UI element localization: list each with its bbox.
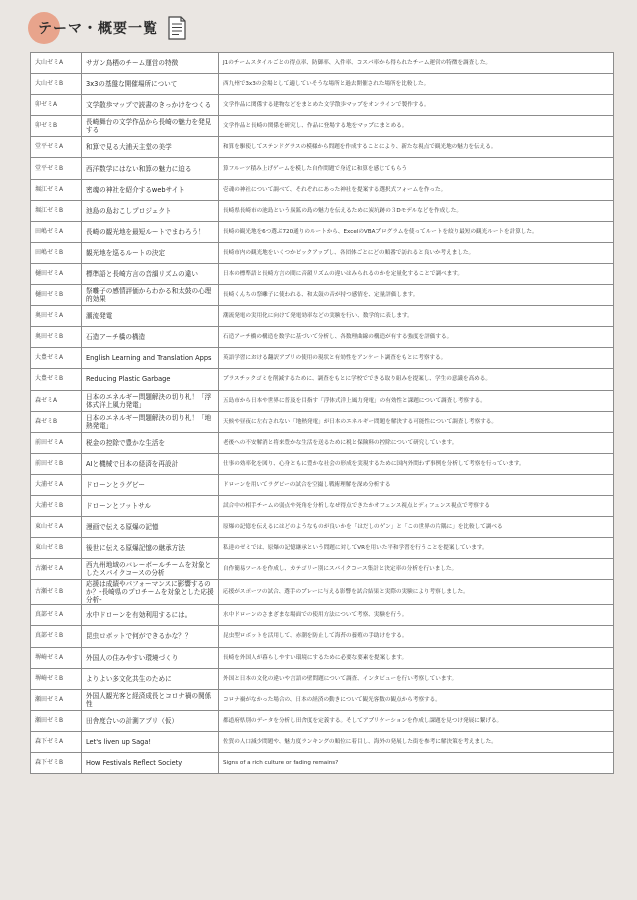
table-row [31,432,614,453]
table-row [31,559,614,580]
theme-cell: 応援は成績やパフォーマンスに影響するのか？-長崎県のプロチームを対象とした応援分析- [82,580,219,605]
seminar-cell: 東山ゼミA [31,517,82,538]
summary-cell: コロナ禍がなかった場合の、日本の経済の動きについて観光客数の観点から考察する。 [219,689,614,710]
summary-cell: 自作簡易ツールを作成し、カテゴリー別にスパイクコース集計と決定率の分析を行いました。 [219,559,614,580]
theme-cell: 後世に伝える原爆記憶の継承方法 [82,538,219,559]
seminar-cell: 奥田ゼミA [31,306,82,327]
summary-cell: 英語学習における翻訳アプリの使用の現状と有効性をアンケート調査をもとに考察する。 [219,348,614,369]
theme-cell: 3x3の基盤な開催場所について [82,74,219,95]
summary-cell: Signs of a rich culture or fading remains? [219,753,614,774]
table-row [31,116,614,137]
summary-cell: 和算を駆使してステンドグラスの模様から問題を作成することにより、新たな視点で観光地の魅力を伝える。 [219,137,614,158]
theme-cell: 池島の島おこしプロジェクト [82,200,219,221]
seminar-cell: 田嶋ゼミA [31,221,82,242]
summary-cell: 都道府県別のデータを分析し田舎度を定義する。そしてアプリケーションを作成し課題を見つけ発展に繋げる。 [219,710,614,731]
seminar-cell: 東山ゼミB [31,538,82,559]
theme-cell: 標準語と長崎方言の音韻リズムの違い [82,263,219,284]
seminar-cell: 堺崎ゼミA [31,647,82,668]
theme-cell: 日本のエネルギー問題解決の切り札！「地熱発電」 [82,411,219,432]
summary-cell: 壱魂の神社について調べて、それぞれにあった神社を提案する選択式フォームを作った。 [219,179,614,200]
table-row [31,647,614,668]
seminar-cell: 堀江ゼミA [31,179,82,200]
theme-cell: 潮流発電 [82,306,219,327]
seminar-cell: 大浦ゼミA [31,474,82,495]
theme-cell: 日本のエネルギー問題解決の切り札！「浮体式洋上風力発電」 [82,390,219,411]
table-row [31,517,614,538]
table-row [31,137,614,158]
theme-cell: 長崎の観光地を最短ルートでまわろう！ [82,221,219,242]
theme-cell: 西洋数学にはない和算の魅力に迫る [82,158,219,179]
theme-cell: 石造アーチ橋の構造 [82,327,219,348]
theme-cell: よりよい多文化共生のために [82,668,219,689]
table-row [31,327,614,348]
seminar-cell: 大豊ゼミB [31,369,82,390]
document-icon [166,15,188,41]
seminar-cell: 田嶋ゼミB [31,242,82,263]
theme-cell: 密魂の神社を紹介するwebサイト [82,179,219,200]
seminar-cell: 瀬田ゼミB [31,710,82,731]
seminar-cell: 堂平ゼミA [31,137,82,158]
theme-summary-table [30,52,614,774]
table-row [31,390,614,411]
table-row [31,285,614,306]
summary-cell: 天候や昼夜に左右されない「地熱発電」が日本のエネルギー問題を解決する可能性について調査し考察する。 [219,411,614,432]
table-row [31,242,614,263]
theme-cell: サガン鳥栖のチーム運営の特徴 [82,53,219,74]
table-row [31,158,614,179]
seminar-cell: 堂平ゼミB [31,158,82,179]
summary-cell: 水中ドローンのさまざまな場面での使用方法について考察、実験を行う。 [219,605,614,626]
summary-cell: J1のチームスタイルごとの得点率、防御率、入件率、コスパ率から得られたチーム運営の特徴を調査した。 [219,53,614,74]
summary-cell: 佐賀の人口減少問題や、魅力度ランキングの順位に着目し、海外の発展した街を参考に解決策を考えました。 [219,731,614,752]
page-title: テーマ・概要一覧 [38,21,158,37]
table-row [31,263,614,284]
theme-cell: 外国人観光客と経済成長とコロナ禍の関係性 [82,689,219,710]
table-row [31,200,614,221]
table-row [31,626,614,647]
table-row [31,689,614,710]
seminar-cell: 真部ゼミB [31,626,82,647]
table-row [31,221,614,242]
table-row [31,411,614,432]
table-row [31,179,614,200]
theme-cell: 税金の控除で豊かな生活を [82,432,219,453]
summary-cell: 応援がスポーツの試合、選手のプレーに与える影響を試合結果と実際の実験により考察しました。 [219,580,614,605]
seminar-cell: 大山ゼミB [31,74,82,95]
summary-cell: 石造アーチ橋の構造を数学に基づいて分析し、各数理曲線の構造が有する強度を評価する。 [219,327,614,348]
seminar-cell: 堺崎ゼミB [31,668,82,689]
table-row [31,348,614,369]
seminar-cell: 森下ゼミA [31,731,82,752]
seminar-cell: 森ゼミB [31,411,82,432]
table-row [31,474,614,495]
theme-cell: 外国人の住みやすい環境づくり [82,647,219,668]
seminar-cell: 古瀬ゼミB [31,580,82,605]
theme-cell: ドローンとフットサル [82,495,219,516]
theme-cell: ドローンとラグビー [82,474,219,495]
seminar-cell: 瀬田ゼミA [31,689,82,710]
theme-cell: How Festivals Reflect Society [82,753,219,774]
table-row [31,605,614,626]
theme-cell: 昆虫ロボットで何ができるかな？？ [82,626,219,647]
table-row [31,668,614,689]
summary-cell: プラスチックゴミを削減するために、調査をもとに学校でできる取り組みを提案し、学生の意識を高める。 [219,369,614,390]
table-row [31,453,614,474]
summary-cell: 昆虫型ロボットを活用して、赤潮を防止して海苔の養殖の手助けをする。 [219,626,614,647]
table-row [31,495,614,516]
summary-cell: 老後への不安解消と将来豊かな生活を送るために税と保険料の控除について研究しています。 [219,432,614,453]
theme-cell: 漫画で伝える原爆の記憶 [82,517,219,538]
summary-cell: 長崎市内の観光地をいくつかピックアップし、各団体ごとにどの順番で訪れると良いか考えました。 [219,242,614,263]
summary-cell: 潮流発電の実用化に向けて発電効率などの実験を行い、数学的に表します。 [219,306,614,327]
theme-cell: Let's liven up Saga! [82,731,219,752]
summary-cell: 長崎を外国人が暮らしやすい環境にするために必要な要素を提案します。 [219,647,614,668]
theme-cell: AIと機械で日本の経済を再設計 [82,453,219,474]
table-row [31,53,614,74]
summary-cell: 文学作品に関係する建物などをまとめた文学散歩マップをオンラインで製作する。 [219,95,614,116]
seminar-cell: 森下ゼミB [31,753,82,774]
seminar-cell: 前田ゼミB [31,453,82,474]
theme-cell: 観光地を巡るルートの決定 [82,242,219,263]
seminar-cell: 堀江ゼミB [31,200,82,221]
seminar-cell: 大浦ゼミB [31,495,82,516]
seminar-cell: 奥田ゼミB [31,327,82,348]
theme-cell: 西九州地域のバレーボールチームを対象としたスパイクコースの分析 [82,559,219,580]
table-row [31,538,614,559]
table-row [31,306,614,327]
seminar-cell: 真部ゼミA [31,605,82,626]
seminar-cell: 卯ゼミB [31,116,82,137]
page-header [28,10,188,46]
seminar-cell: 古瀬ゼミA [31,559,82,580]
summary-cell: 原爆の記憶を伝えるにはどのようなものが良いかを「はだしのゲン」と「この世界の片隅に」を比較して調べる [219,517,614,538]
theme-cell: 田舎度合いの計測アプリ（仮） [82,710,219,731]
seminar-cell: 樋田ゼミA [31,263,82,284]
summary-cell: 試合中の相手チームの弱点や死角を分析しなぜ得点できたかオフェンス視点とディフェンス視点で考察する [219,495,614,516]
summary-cell: 長崎の観光地を6つ選ぶ720通りのルートから、ExcelのVBAプログラムを使ってルートを絞り最短の観光ルートを計算した。 [219,221,614,242]
table-row [31,731,614,752]
seminar-cell: 卯ゼミA [31,95,82,116]
theme-cell: 長崎舞台の文学作品から長崎の魅力を発見する [82,116,219,137]
seminar-cell: 森ゼミA [31,390,82,411]
table-row [31,753,614,774]
summary-cell: 長崎くんちの祭囃子に使われる、和太鼓の音が持つ感情を、定量評価します。 [219,285,614,306]
table-row [31,580,614,605]
theme-cell: 和算で見る大浦天主堂の美学 [82,137,219,158]
summary-cell: 西九州で3x3の会場として適していそうな場所と過去開催された場所を比較した。 [219,74,614,95]
seminar-cell: 大豊ゼミA [31,348,82,369]
summary-cell: 仕事の効率化を図り、心身ともに豊かな社会の形成を実現するために国内外問わず事例を分析して考察を行っています。 [219,453,614,474]
theme-cell: English Learning and Translation Apps [82,348,219,369]
summary-cell: ドローンを用いてラグビーの試合を空撮し戦術理解を深め分析する [219,474,614,495]
summary-cell: 外国と日本の文化の違いや言語の壁問題について調査、インタビューを行い考察しています。 [219,668,614,689]
seminar-cell: 前田ゼミA [31,432,82,453]
summary-cell: 五島市から日本や世界に普及を目指す「浮体式洋上風力発電」の有効性と課題について調査し考察する。 [219,390,614,411]
table-row [31,369,614,390]
theme-cell: 水中ドローンを有効利用するには。 [82,605,219,626]
table-row [31,74,614,95]
theme-cell: Reducing Plastic Garbage [82,369,219,390]
summary-cell: 文学作品と長崎の関係を研究し、作品に登場する地をマップにまとめる。 [219,116,614,137]
summary-cell: 私達のゼミでは、原爆の記憶継承という問題に対してVRを用いた平和学習を行うことを提案しています。 [219,538,614,559]
theme-cell: 文学散歩マップで読書のきっかけをつくる [82,95,219,116]
seminar-cell: 大山ゼミA [31,53,82,74]
table-row [31,95,614,116]
summary-cell: 長崎県長崎市の池島という炭鉱の島の魅力を伝えるために炭坑跡の３Dモデルなどを作成した。 [219,200,614,221]
seminar-cell: 樋田ゼミB [31,285,82,306]
table-row [31,710,614,731]
theme-cell: 祭囃子の感情評価からわかる和太鼓の心理的効果 [82,285,219,306]
summary-cell: 算フルーツ積み上げゲームを模した自作問題で身近に和算を感じてもらう [219,158,614,179]
summary-cell: 日本の標準語と長崎方言の間に音韻リズムの違いはみられるのかを定量化することで調べます。 [219,263,614,284]
